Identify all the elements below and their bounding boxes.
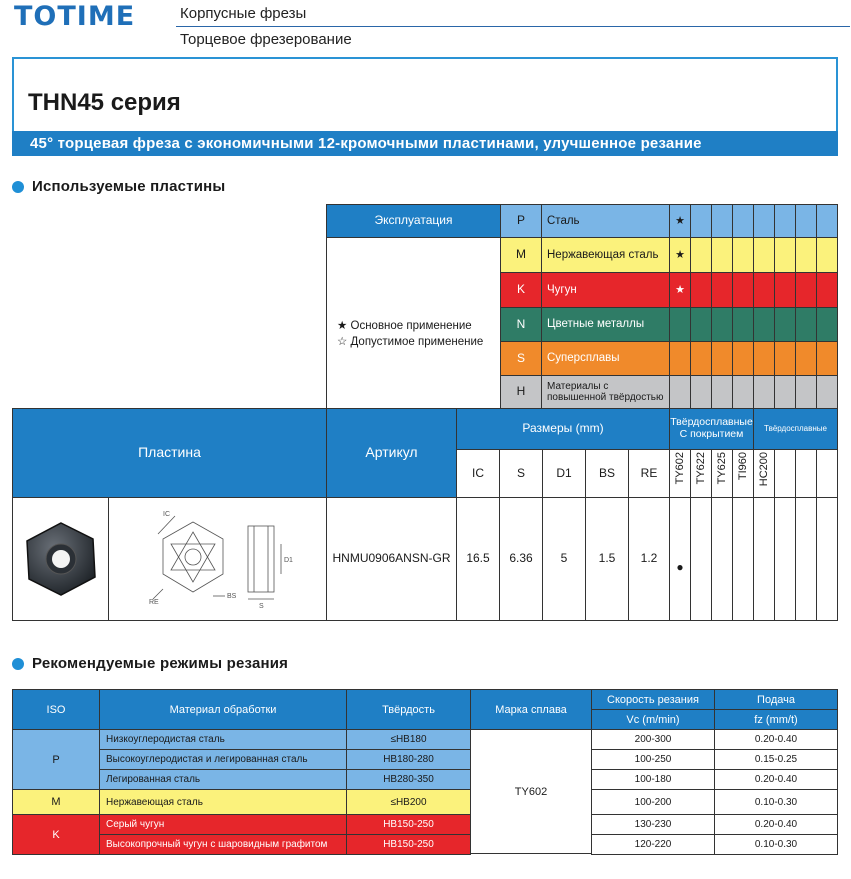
applicability-mark: ★ [669,272,691,308]
speed-unit-header: Vc (m/min) [591,709,715,730]
dim-value-bs: 1.5 [585,497,629,621]
grade-header-ti960: TI960 [736,452,749,481]
applicability-mark [711,341,733,376]
grade-header-ty625: TY625 [715,452,728,485]
iso-group-p: P [12,729,100,790]
drawing-label-re: RE [148,599,159,606]
applicability-mark [732,204,754,238]
dim-header-re: RE [628,449,670,498]
applicability-mark [732,341,754,376]
grade-header-cell [795,449,817,498]
hardness-header: Твёрдость [346,689,471,730]
applicability-mark [711,204,733,238]
speed-cell: 120-220 [591,834,715,855]
applicability-mark [711,237,733,273]
applicability-mark [669,375,691,409]
speed-cell: 100-180 [591,769,715,790]
material-code-P: P [500,204,542,238]
applicability-mark [690,375,712,409]
iso-header: ISO [12,689,100,730]
cutting-heading-text: Рекомендуемые режимы резания [32,655,289,672]
dim-value-ic: 16.5 [456,497,500,621]
coated-group-header: Твёрдосплавные С покрытием [669,408,754,450]
material-name-N: Цветные металлы [541,307,670,342]
speed-cell: 100-200 [591,789,715,815]
insert-column-header: Пластина [12,408,327,498]
material-code-N: N [500,307,542,342]
grade-value-cell [711,497,733,621]
exploitation-header: Эксплуатация [326,204,501,238]
material-name-M: Нержавеющая сталь [541,237,670,273]
applicability-mark [732,307,754,342]
applicability-mark [732,237,754,273]
speed-header: Скорость резания [591,689,715,710]
grade-header: Марка сплава [470,689,592,730]
applicability-mark [774,204,796,238]
applicability-mark [795,341,817,376]
applicability-mark [816,341,838,376]
drawing-label-d1: D1 [283,557,293,564]
applicability-mark [795,204,817,238]
applicability-mark [711,375,733,409]
material-code-M: M [500,237,542,273]
bullet-icon [12,658,24,670]
applicability-mark: ★ [669,204,691,238]
applicability-mark: ★ [669,237,691,273]
applicability-mark [816,237,838,273]
applicability-mark [690,204,712,238]
grade-header-cell [711,449,733,498]
applicability-mark [690,341,712,376]
header-divider [176,26,850,27]
drawing-label-s: S [258,603,264,610]
insert-photo [21,519,101,599]
feed-cell: 0.20-0.40 [714,729,838,750]
material-code-S: S [500,341,542,376]
applicability-mark [711,272,733,308]
grade-header-cell [690,449,712,498]
applicability-mark [669,341,691,376]
material-cell: Низкоуглеродистая сталь [99,729,347,750]
feed-cell: 0.10-0.30 [714,834,838,855]
material-name-H: Материалы с повышенной твёрдостью [541,375,670,409]
applicability-mark [753,237,775,273]
material-code-K: K [500,272,542,308]
dim-value-re: 1.2 [628,497,670,621]
grade-header-cell [732,449,754,498]
applicability-mark [753,307,775,342]
applicability-mark [816,307,838,342]
grade-value-cell [753,497,775,621]
feed-unit-header: fz (mm/t) [714,709,838,730]
hardness-cell: ≤HB200 [346,789,471,815]
article-value: HNMU0906ANSN-GR [326,497,457,621]
grade-header-cell [816,449,838,498]
grade-header-ty622: TY622 [694,452,707,485]
speed-cell: 100-250 [591,749,715,770]
grade-value: TY602 [470,729,592,854]
material-cell: Серый чугун [99,814,347,835]
grade-value-cell [732,497,754,621]
applicability-mark [816,272,838,308]
applicability-mark [816,204,838,238]
applicability-mark [774,375,796,409]
applicability-mark [795,375,817,409]
inserts-heading-text: Используемые пластины [32,178,226,195]
material-cell: Нержавеющая сталь [99,789,347,815]
material-name-P: Сталь [541,204,670,238]
svg-text:TOTIME: TOTIME [14,1,136,29]
applicability-mark [774,272,796,308]
hardness-cell: ≤HB180 [346,729,471,750]
dim-value-d1: 5 [542,497,586,621]
material-cell: Высокопрочный чугун с шаровидным графитом [99,834,347,855]
applicability-mark [753,375,775,409]
material-cell: Высокоуглеродистая и легированная сталь [99,749,347,770]
article-column-header: Артикул [326,408,457,498]
grade-header-cell [774,449,796,498]
grade-header-ty602: TY602 [673,452,686,485]
material-cell: Легированная сталь [99,769,347,790]
feed-cell: 0.10-0.30 [714,789,838,815]
feed-cell: 0.20-0.40 [714,769,838,790]
grade-header-cell [669,449,691,498]
iso-group-k: K [12,814,100,855]
insert-photo-cell [12,497,109,621]
applicability-mark [732,272,754,308]
brand-logo [14,1,174,29]
grade-header-hc200: HC200 [757,452,770,487]
feed-cell: 0.15-0.25 [714,749,838,770]
applicability-mark [816,375,838,409]
feed-header: Подача [714,689,838,710]
applicability-mark [795,237,817,273]
material-name-K: Чугун [541,272,670,308]
grade-value-cell [795,497,817,621]
iso-group-m: M [12,789,100,815]
dim-header-s: S [499,449,543,498]
hardness-cell: HB180-280 [346,749,471,770]
speed-cell: 200-300 [591,729,715,750]
uncoated-group-header: Твёрдосплавные [753,408,838,450]
applicability-mark [711,307,733,342]
bullet-icon [12,181,24,193]
grade-value-cell [816,497,838,621]
header-subcategory: Торцевое фрезерование [180,31,352,48]
applicability-mark [795,272,817,308]
applicability-mark [669,307,691,342]
applicability-mark [795,307,817,342]
grade-value-cell [774,497,796,621]
legend-allowed: ☆ Допустимое применение [337,335,484,348]
applicability-mark [690,272,712,308]
applicability-mark [753,272,775,308]
dim-value-s: 6.36 [499,497,543,621]
dim-header-bs: BS [585,449,629,498]
drawing-label-bs: BS [226,593,236,600]
applicability-mark [774,341,796,376]
applicability-mark [690,237,712,273]
applicability-mark [774,237,796,273]
applicability-mark [774,307,796,342]
applicability-mark [753,341,775,376]
hardness-cell: HB280-350 [346,769,471,790]
feed-cell: 0.20-0.40 [714,814,838,835]
dim-header-ic: IC [456,449,500,498]
grade-value-cell [690,497,712,621]
dim-header-d1: D1 [542,449,586,498]
header-category: Корпусные фрезы [180,5,307,22]
applicability-mark [690,307,712,342]
series-subtitle: 45° торцевая фреза с экономичными 12-кромочными пластинами, улучшенное резание [12,131,838,156]
grade-value-cell: ● [669,497,691,621]
insert-drawing [113,504,323,614]
material-name-S: Суперсплавы [541,341,670,376]
legend-main: ★ Основное применение [337,319,472,332]
drawing-label-ic: IC [162,511,170,518]
material-header: Материал обработки [99,689,347,730]
grade-header-cell [753,449,775,498]
speed-cell: 130-230 [591,814,715,835]
applicability-mark [732,375,754,409]
cutting-heading [12,655,288,672]
dimensions-header: Размеры (mm) [456,408,670,450]
legend-block [326,237,501,409]
material-code-H: H [500,375,542,409]
hardness-cell: HB150-250 [346,834,471,855]
series-title: THN45 серия [28,89,181,116]
inserts-heading [12,178,225,195]
hardness-cell: HB150-250 [346,814,471,835]
insert-drawing-cell [108,497,327,621]
applicability-mark [753,204,775,238]
